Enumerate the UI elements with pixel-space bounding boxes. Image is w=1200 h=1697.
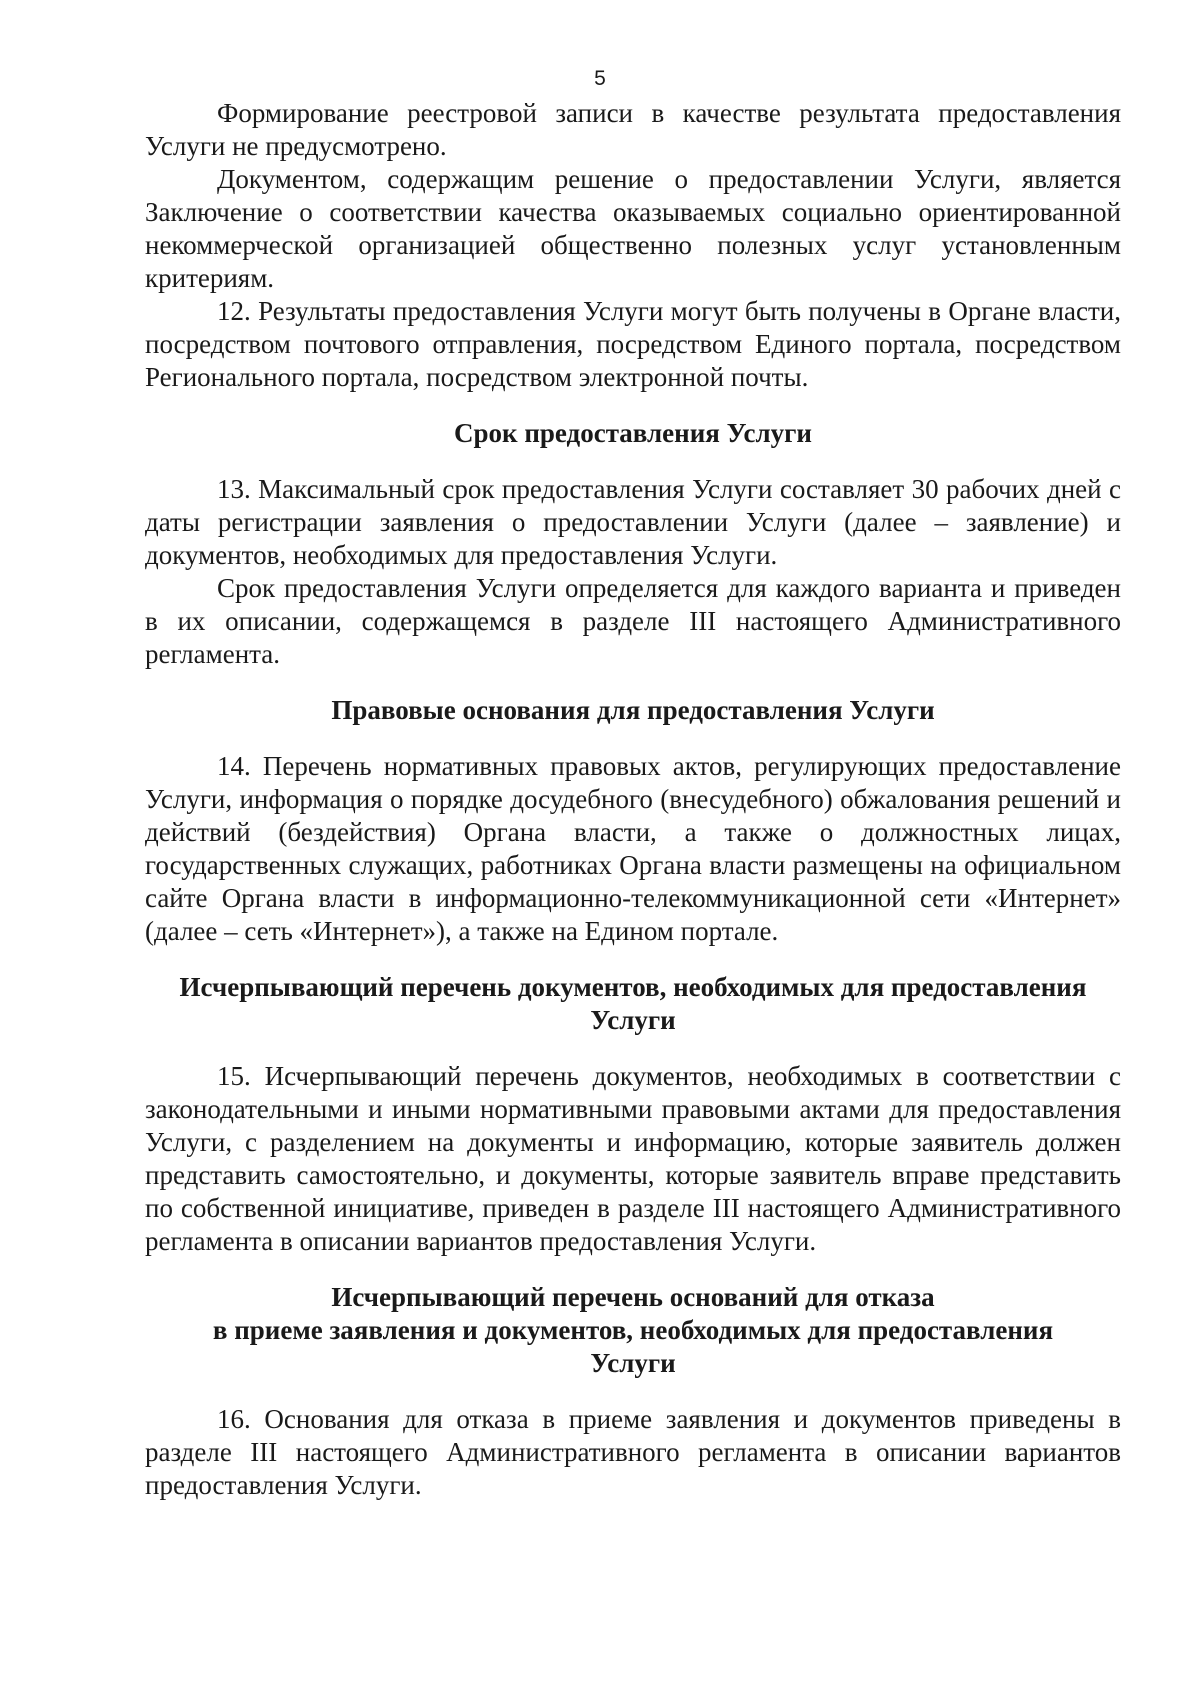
section-heading-refusal-grounds <box>145 1281 1121 1380</box>
section-heading-legal-grounds: Правовые основания для предоставления Услуги <box>331 695 935 725</box>
paragraph-item-13: 13. Максимальный срок предоставления Услуги составляет 30 рабочих дней с даты регистрации заявления о предоставлении Услуги (далее – заявление) и документов, необходимых для предоставления Услуги. <box>145 474 1121 570</box>
paragraph: Формирование реестровой записи в качестве результата предоставления Услуги не предусмотрено. <box>145 98 1121 161</box>
paragraph-item-14: 14. Перечень нормативных правовых актов, регулирующих предоставление Услуги, информация о порядке досудебного (внесудебного) обжалования решений и действий (бездействия) Органа власти, а также о должностных лицах, государственных служащих, работниках Органа власти размещены на официальном сайте Органа власти в информационно-телекоммуникационной сети «Интернет» (далее – сеть «Интернет»), а также на Едином портале. <box>145 751 1121 946</box>
heading-line: в приеме заявления и документов, необходимых для предоставления <box>212 1315 1054 1345</box>
paragraph: Срок предоставления Услуги определяется для каждого варианта и приведен в их описании, содержащемся в разделе III настоящего Административного регламента. <box>145 573 1121 669</box>
paragraph-item-16: 16. Основания для отказа в приеме заявления и документов приведены в разделе III настоящего Административного регламента в описании вариантов предоставления Услуги. <box>145 1404 1121 1500</box>
heading-line: Исчерпывающий перечень документов, необходимых для предоставления <box>179 972 1087 1002</box>
heading-line: Услуги <box>590 1005 676 1035</box>
heading-line: Исчерпывающий перечень оснований для отказа <box>331 1282 935 1312</box>
heading-line: Услуги <box>590 1348 676 1378</box>
section-heading-term: Срок предоставления Услуги <box>454 418 812 448</box>
paragraph-item-15: 15. Исчерпывающий перечень документов, необходимых в соответствии с законодательными и иными нормативными правовыми актами для предоставления Услуги, с разделением на документы и информацию, которые заявитель должен представить самостоятельно, и документы, которые заявитель вправе представить по собственной инициативе, приведен в разделе III настоящего Административного регламента в описании вариантов предоставления Услуги. <box>145 1061 1121 1256</box>
page-number: 5 <box>594 67 606 90</box>
section-heading-documents <box>145 971 1121 1037</box>
paragraph-item-12: 12. Результаты предоставления Услуги могут быть получены в Органе власти, посредством почтового отправления, посредством Единого портала, посредством Регионального портала, посредством электронной почты. <box>145 296 1121 392</box>
paragraph: Документом, содержащим решение о предоставлении Услуги, является Заключение о соответствии качества оказываемых социально ориентированной некоммерческой организацией общественно полезных услуг установленным критериям. <box>145 164 1121 293</box>
document-body <box>145 97 1121 1502</box>
